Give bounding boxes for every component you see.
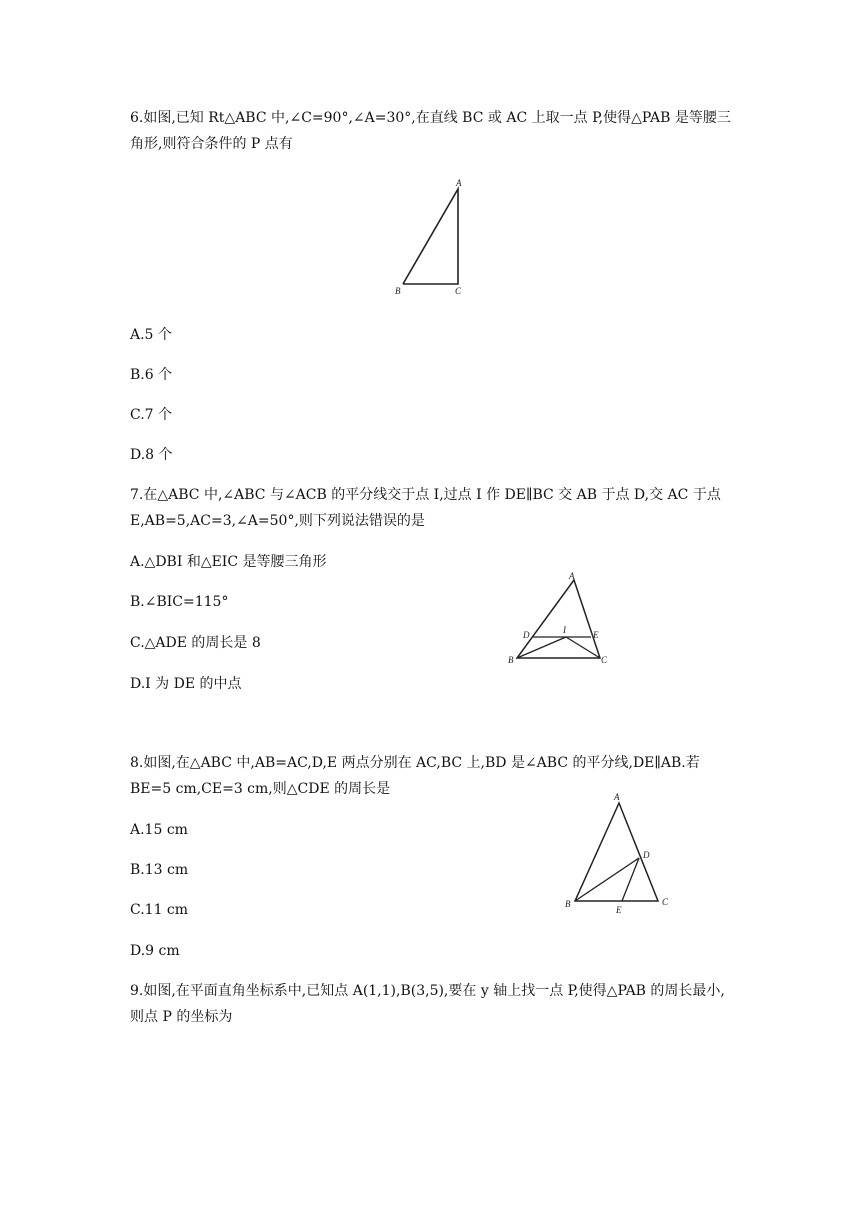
q8-stem-line1: 8.如图,在△ABC 中,AB=AC,D,E 两点分别在 AC,BC 上,BD 是∠ABC 的平分线,DE∥AB.若 — [130, 755, 700, 771]
q7-option-b: B.∠BIC=115° — [130, 594, 229, 610]
q6-stem-line1: 6.如图,已知 Rt△ABC 中,∠C=90°,∠A=30°,在直线 BC 或 AC 上取一点 P,使得△PAB 是等腰三 — [130, 110, 731, 126]
q6-option-b: B.6 个 — [130, 367, 173, 383]
q6-option-a: A.5 个 — [130, 327, 172, 343]
q8-option-c: C.11 cm — [130, 902, 189, 918]
q8-triangle-figure — [555, 790, 680, 920]
q6-label-a: A — [456, 178, 462, 188]
q6-label-c: C — [455, 286, 462, 296]
q8-option-d: D.9 cm — [130, 943, 180, 959]
q8-stem-line2: BE=5 cm,CE=3 cm,则△CDE 的周长是 — [130, 781, 391, 797]
q6-triangle-figure — [385, 175, 475, 300]
q6-option-d: D.8 个 — [130, 447, 173, 463]
q8-label-d: D — [643, 850, 650, 860]
q7-label-b: B — [508, 655, 514, 665]
q8-label-a: A — [614, 792, 620, 802]
q8-label-b: B — [565, 899, 571, 909]
q8-option-b: B.13 cm — [130, 862, 189, 878]
q7-stem-line2: E,AB=5,AC=3,∠A=50°,则下列说法错误的是 — [130, 513, 425, 529]
q6-label-b: B — [395, 286, 401, 296]
q9-stem-line1: 9.如图,在平面直角坐标系中,已知点 A(1,1),B(3,5),要在 y 轴上找一点 P,使得△PAB 的周长最小, — [130, 983, 725, 999]
q7-label-e: E — [593, 630, 599, 640]
q7-triangle-abc — [517, 580, 600, 658]
q7-option-d: D.I 为 DE 的中点 — [130, 676, 242, 692]
q7-segment-ic — [566, 637, 600, 658]
q9-stem-line2: 则点 P 的坐标为 — [130, 1009, 233, 1025]
q7-label-c: C — [601, 655, 608, 665]
q7-option-c: C.△ADE 的周长是 8 — [130, 635, 261, 651]
q7-label-a: A — [569, 571, 575, 581]
q7-stem-line1: 7.在△ABC 中,∠ABC 与∠ACB 的平分线交于点 I,过点 I 作 DE∥BC 交 AB 于点 D,交 AC 于点 — [130, 487, 721, 503]
q7-label-i: I — [563, 625, 566, 635]
q8-label-e: E — [616, 905, 622, 915]
q7-option-a: A.△DBI 和△EIC 是等腰三角形 — [130, 554, 327, 570]
q8-label-c: C — [662, 897, 669, 907]
q6-triangle-abc — [403, 189, 458, 284]
q8-option-a: A.15 cm — [130, 822, 188, 838]
q6-stem-line2: 角形,则符合条件的 P 点有 — [130, 136, 293, 152]
q7-label-d: D — [523, 630, 530, 640]
q7-triangle-figure — [500, 568, 620, 670]
q6-option-c: C.7 个 — [130, 407, 173, 423]
